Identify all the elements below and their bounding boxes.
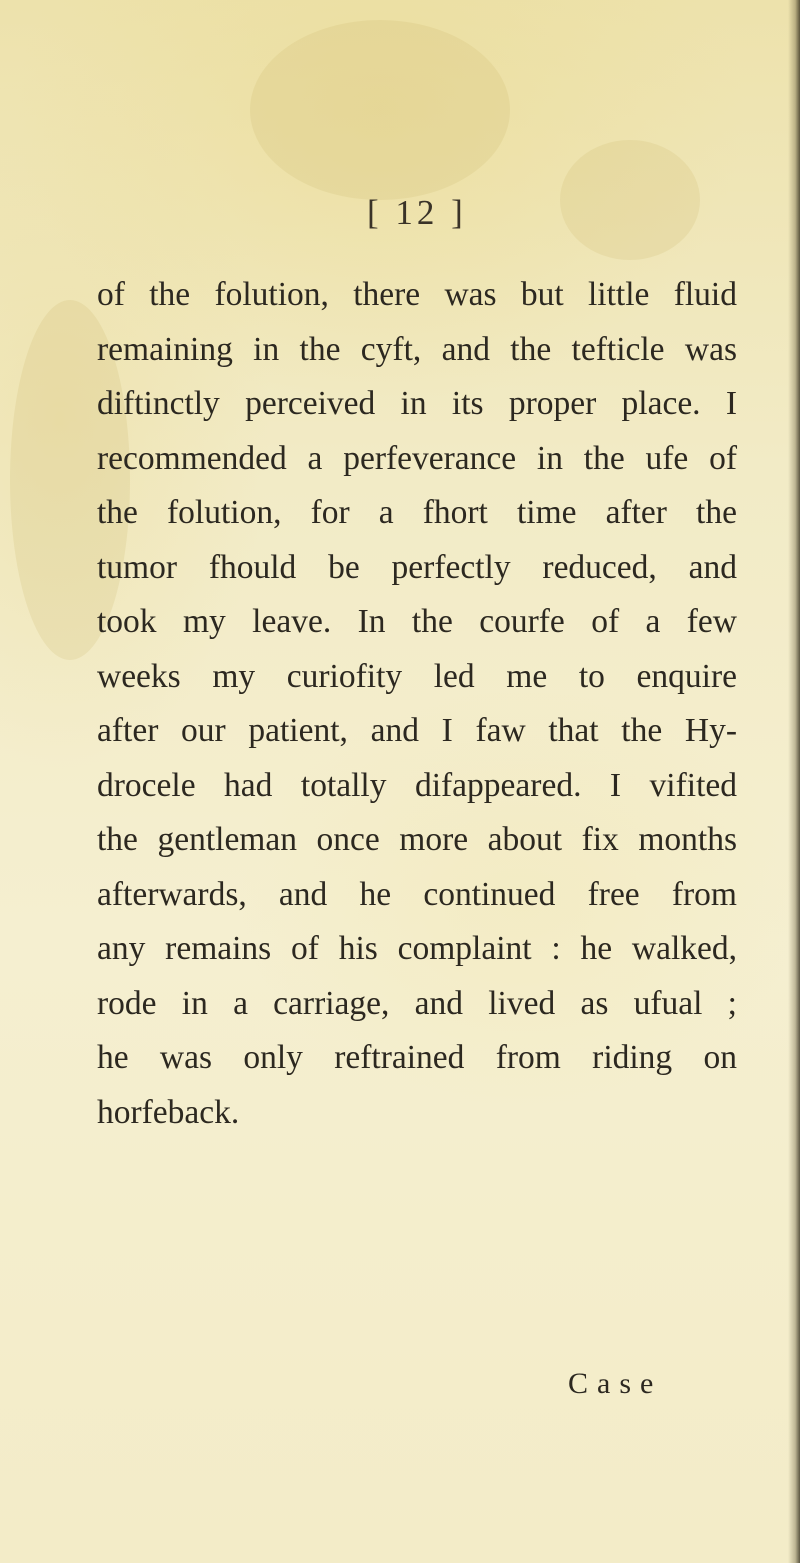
text-line: took my leave. In the courfe of a few	[97, 603, 737, 640]
text-line: remaining in the cyft, and the tefticle was	[97, 330, 737, 368]
body-paragraph	[97, 268, 737, 1140]
page-number: [ 12 ]	[367, 193, 467, 232]
catchword: Case	[568, 1367, 663, 1400]
paper-stain	[250, 20, 510, 200]
text-line: the folution, for a fhort time after the	[97, 494, 737, 531]
text-line: tumor fhould be perfectly reduced, and	[97, 548, 737, 586]
paper-stain	[560, 140, 700, 260]
page-edge-shadow	[788, 0, 800, 1563]
text-line: afterwards, and he continued free from	[97, 875, 737, 913]
text-line: drocele had totally difappeared. I vifited	[97, 766, 737, 804]
text-line: any remains of his complaint : he walked,	[97, 930, 737, 967]
text-line: recommended a perfeverance in the ufe of	[97, 439, 737, 477]
text-line: the gentleman once more about fix months	[97, 821, 737, 858]
text-line: he was only reftrained from riding on	[97, 1039, 737, 1076]
text-line: after our patient, and I faw that the Hy-	[97, 712, 737, 749]
text-line: horfeback.	[97, 1093, 240, 1131]
text-line: diftinctly perceived in its proper place. I	[97, 385, 737, 422]
text-line: rode in a carriage, and lived as ufual ;	[97, 984, 737, 1022]
text-line: of the folution, there was but little fluid	[97, 276, 737, 313]
text-line: weeks my curiofity led me to enquire	[97, 657, 737, 695]
